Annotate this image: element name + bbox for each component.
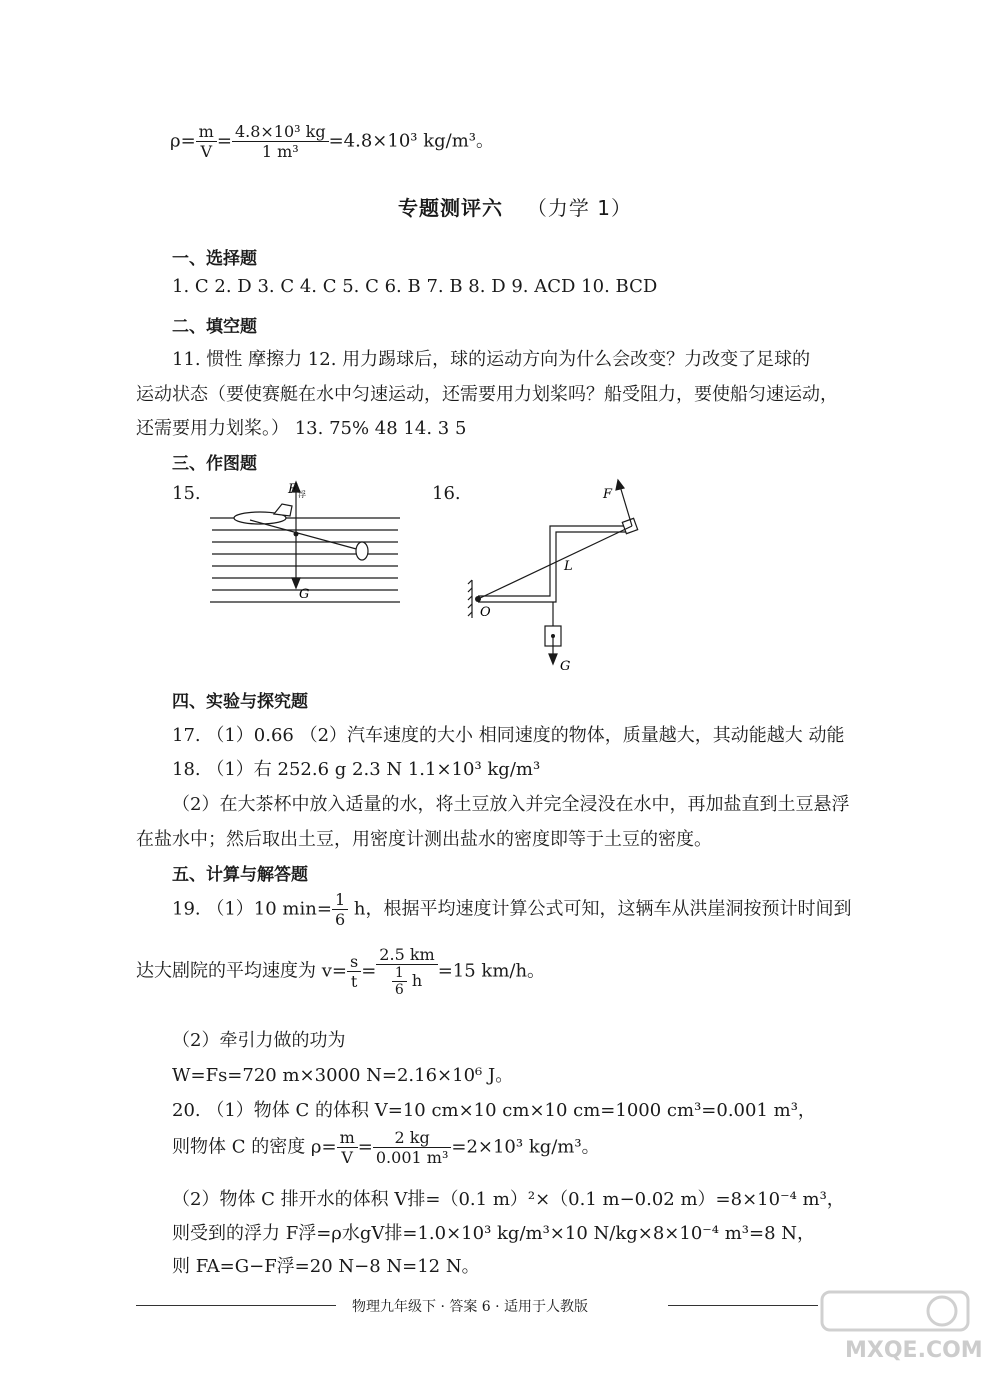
footer-rule-right bbox=[668, 1305, 818, 1306]
pivot-o bbox=[475, 596, 481, 602]
section-experiment-heading: 四、实验与探究题 bbox=[172, 692, 308, 712]
watermark-graphic-icon bbox=[820, 1290, 970, 1332]
q19-2-line-a: （2）牵引力做的功为 bbox=[172, 1030, 346, 1051]
footer-rule-left bbox=[136, 1305, 336, 1306]
section-fill-heading: 二、填空题 bbox=[172, 317, 257, 337]
watermark-logo bbox=[820, 1290, 970, 1337]
page-footer: 物理九年级下 · 答案 6 · 适用于人教版 bbox=[352, 1299, 589, 1315]
q20-line-4: 则受到的浮力 F浮=ρ水gV排=1.0×10³ kg/m³×10 N/kg×8×10⁻⁴ m³=8 N， bbox=[172, 1223, 816, 1244]
figure-16-lever bbox=[460, 478, 660, 673]
label-f-float: F bbox=[288, 482, 298, 497]
q20-line-3: （2）物体 C 排开水的体积 V排=（0.1 m）²×（0.1 m−0.02 m）=8×10⁻⁴ m³， bbox=[172, 1189, 845, 1210]
label-f-float-sub: 浮 bbox=[298, 490, 306, 499]
oar bbox=[250, 520, 360, 550]
fill-line-3: 还需要用力划桨。） 13. 75% 48 14. 3 5 bbox=[136, 418, 467, 439]
q20-line-1: 20. （1）物体 C 的体积 V=10 cm×10 cm×10 cm=1000 cm³=0.001 m³， bbox=[172, 1100, 816, 1121]
force-f-arrow bbox=[620, 486, 632, 526]
q17-answer: 17. （1）0.66 （2）汽车速度的大小 相同速度的物体，质量越大，其动能越大 动能 bbox=[172, 725, 845, 746]
fraction-mass-over-volume: $\frac{\text{4.8×10³ kg}}{\text{1 m³}}$ bbox=[232, 122, 329, 161]
oar-blade bbox=[356, 542, 368, 560]
fill-line-1: 11. 惯性 摩擦力 12. 用力踢球后，球的运动方向为什么会改变？力改变了足球的 bbox=[172, 349, 811, 370]
label-f-16: F bbox=[603, 487, 613, 502]
label-g-16: G bbox=[560, 659, 571, 673]
q18-answer-2a: （2）在大茶杯中放入适量的水，将土豆放入并完全浸没在水中，再加盐直到土豆悬浮 bbox=[172, 794, 850, 815]
label-l: L bbox=[564, 559, 573, 574]
q18-answer-1: 18. （1）右 252.6 g 2.3 N 1.1×10³ kg/m³ bbox=[172, 759, 541, 780]
choice-answers: 1. C 2. D 3. C 4. C 5. C 6. B 7. B 8. D 9. ACD 10. BCD bbox=[172, 276, 658, 297]
q15-label: 15. bbox=[172, 483, 201, 504]
label-g-15: G bbox=[299, 587, 310, 602]
q20-line-2: 则物体 C 的密度 ρ= $\frac{m}{V}$ = $\frac{2 kg}{\text{0.001 m³}}$ =2×10³ kg/m³。 bbox=[172, 1128, 600, 1167]
q19-2-line-b: W=Fs=720 m×3000 N=2.16×10⁶ J。 bbox=[172, 1065, 514, 1086]
density-formula: ρ= $\frac{m}{V}$ = $\frac{\text{4.8×10³ kg}}{\text{1 m³}}$ =4.8×10³ kg/m³。 bbox=[170, 122, 495, 161]
q19-line-2: 达大剧院的平均速度为 v= $\frac{s}{t}$ = 2.5 km $\frac{1}{6}$ h =15 km/h。 bbox=[136, 945, 546, 998]
fill-line-2: 运动状态（要使赛艇在水中匀速运动，还需要用力划桨吗？船受阻力，要使船匀速运动， bbox=[136, 384, 838, 405]
section-choice-heading: 一、选择题 bbox=[172, 249, 257, 269]
boat-cabin bbox=[274, 504, 292, 516]
force-arm-line bbox=[478, 526, 632, 599]
bent-lever-outer bbox=[478, 526, 630, 596]
section-drawing-heading: 三、作图题 bbox=[172, 454, 257, 474]
section-calc-heading: 五、计算与解答题 bbox=[172, 865, 308, 885]
q19-line-1: 19. （1）10 min= $\frac{1}{6}$ h，根据平均速度计算公式可知，这辆车从洪崖洞按预计时间到 bbox=[172, 890, 852, 929]
fraction-m-over-v: $\frac{m}{V}$ bbox=[196, 122, 217, 161]
bent-lever-inner bbox=[478, 532, 630, 602]
center-point bbox=[294, 532, 299, 537]
q18-answer-2b: 在盐水中；然后取出土豆，用密度计测出盐水的密度即等于土豆的密度。 bbox=[136, 829, 712, 850]
figure-15-boat bbox=[210, 478, 400, 608]
watermark-text: MXQE.COM bbox=[845, 1338, 983, 1363]
q20-line-5: 则 FA=G−F浮=20 N−8 N=12 N。 bbox=[172, 1256, 480, 1277]
label-o: O bbox=[480, 605, 491, 620]
page-title: 专题测评六 （力学 1） bbox=[398, 196, 632, 220]
q16-label: 16. bbox=[432, 483, 461, 504]
